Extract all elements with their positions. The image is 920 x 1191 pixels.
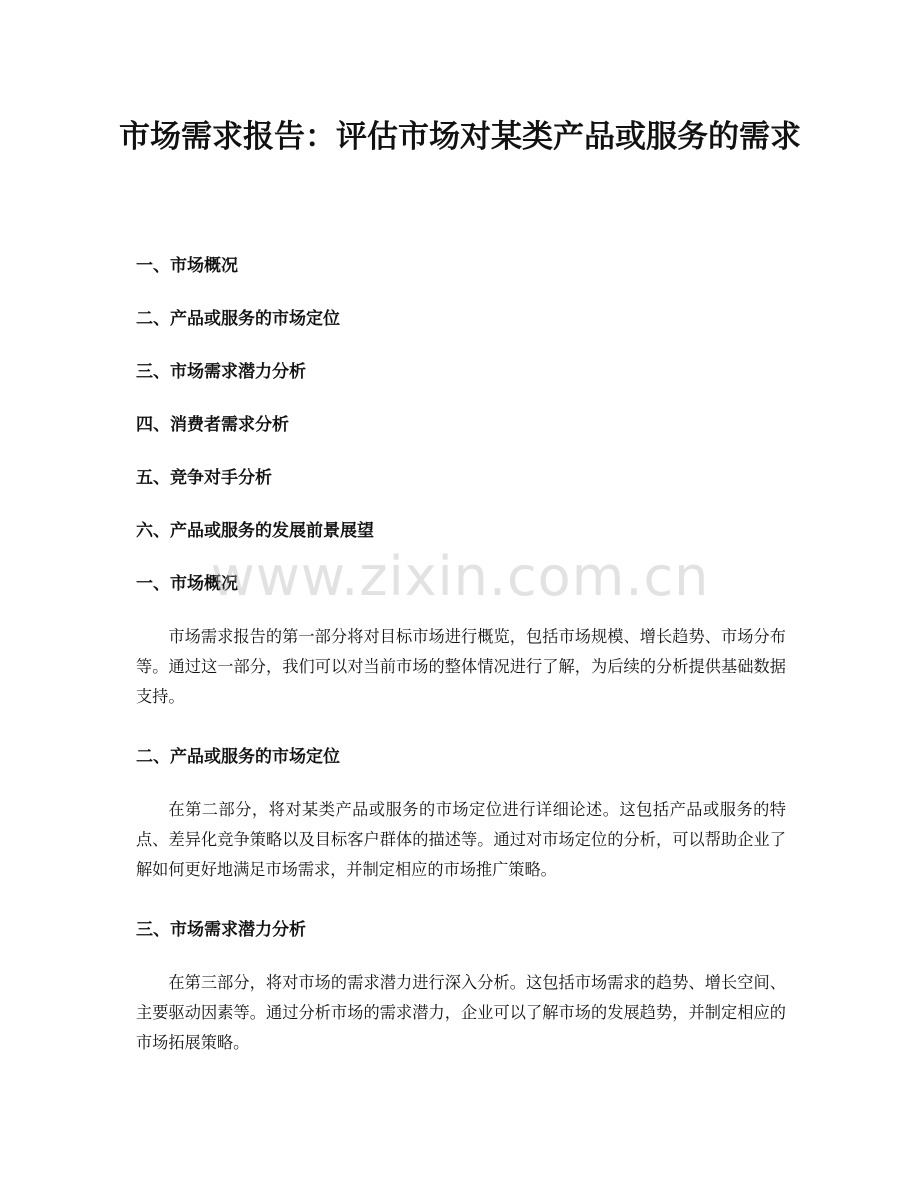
watermark: www.zixin.com.cn [210, 545, 710, 608]
toc-item-demand-potential: 三、市场需求潜力分析 [136, 362, 306, 382]
section-body: 市场需求报告的第一部分将对目标市场进行概览，包括市场规模、增长趋势、市场分布等。通过这一部分，我们可以对当前市场的整体情况进行了解，为后续的分析提供基础数据支持。 [136, 627, 786, 706]
toc-item-market-positioning: 二、产品或服务的市场定位 [136, 309, 340, 329]
section-body: 在第二部分，将对某类产品或服务的市场定位进行详细论述。这包括产品或服务的特点、差异化竞争策略以及目标客户群体的描述等。通过对市场定位的分析，可以帮助企业了解如何更好地满足市场需求，并制定相应的市场推广策略。 [136, 800, 786, 879]
toc-item-consumer-demand: 四、消费者需求分析 [136, 415, 289, 435]
section-heading: 一、市场概况 [136, 574, 238, 594]
section-heading: 三、市场需求潜力分析 [136, 920, 306, 940]
section-market-overview [136, 570, 786, 712]
section-demand-potential [136, 916, 786, 1058]
table-of-contents [136, 252, 796, 570]
toc-item-development-outlook: 六、产品或服务的发展前景展望 [136, 521, 374, 541]
section-heading: 二、产品或服务的市场定位 [136, 747, 340, 767]
section-body: 在第三部分，将对市场的需求潜力进行深入分析。这包括市场需求的趋势、增长空间、主要驱动因素等。通过分析市场的需求潜力，企业可以了解市场的发展趋势，并制定相应的市场拓展策略。 [136, 973, 786, 1052]
toc-item-competitor-analysis: 五、竞争对手分析 [136, 468, 272, 488]
section-market-positioning [136, 743, 786, 885]
toc-item-market-overview: 一、市场概况 [136, 256, 238, 276]
document-title: 市场需求报告：评估市场对某类产品或服务的需求 [119, 119, 801, 155]
